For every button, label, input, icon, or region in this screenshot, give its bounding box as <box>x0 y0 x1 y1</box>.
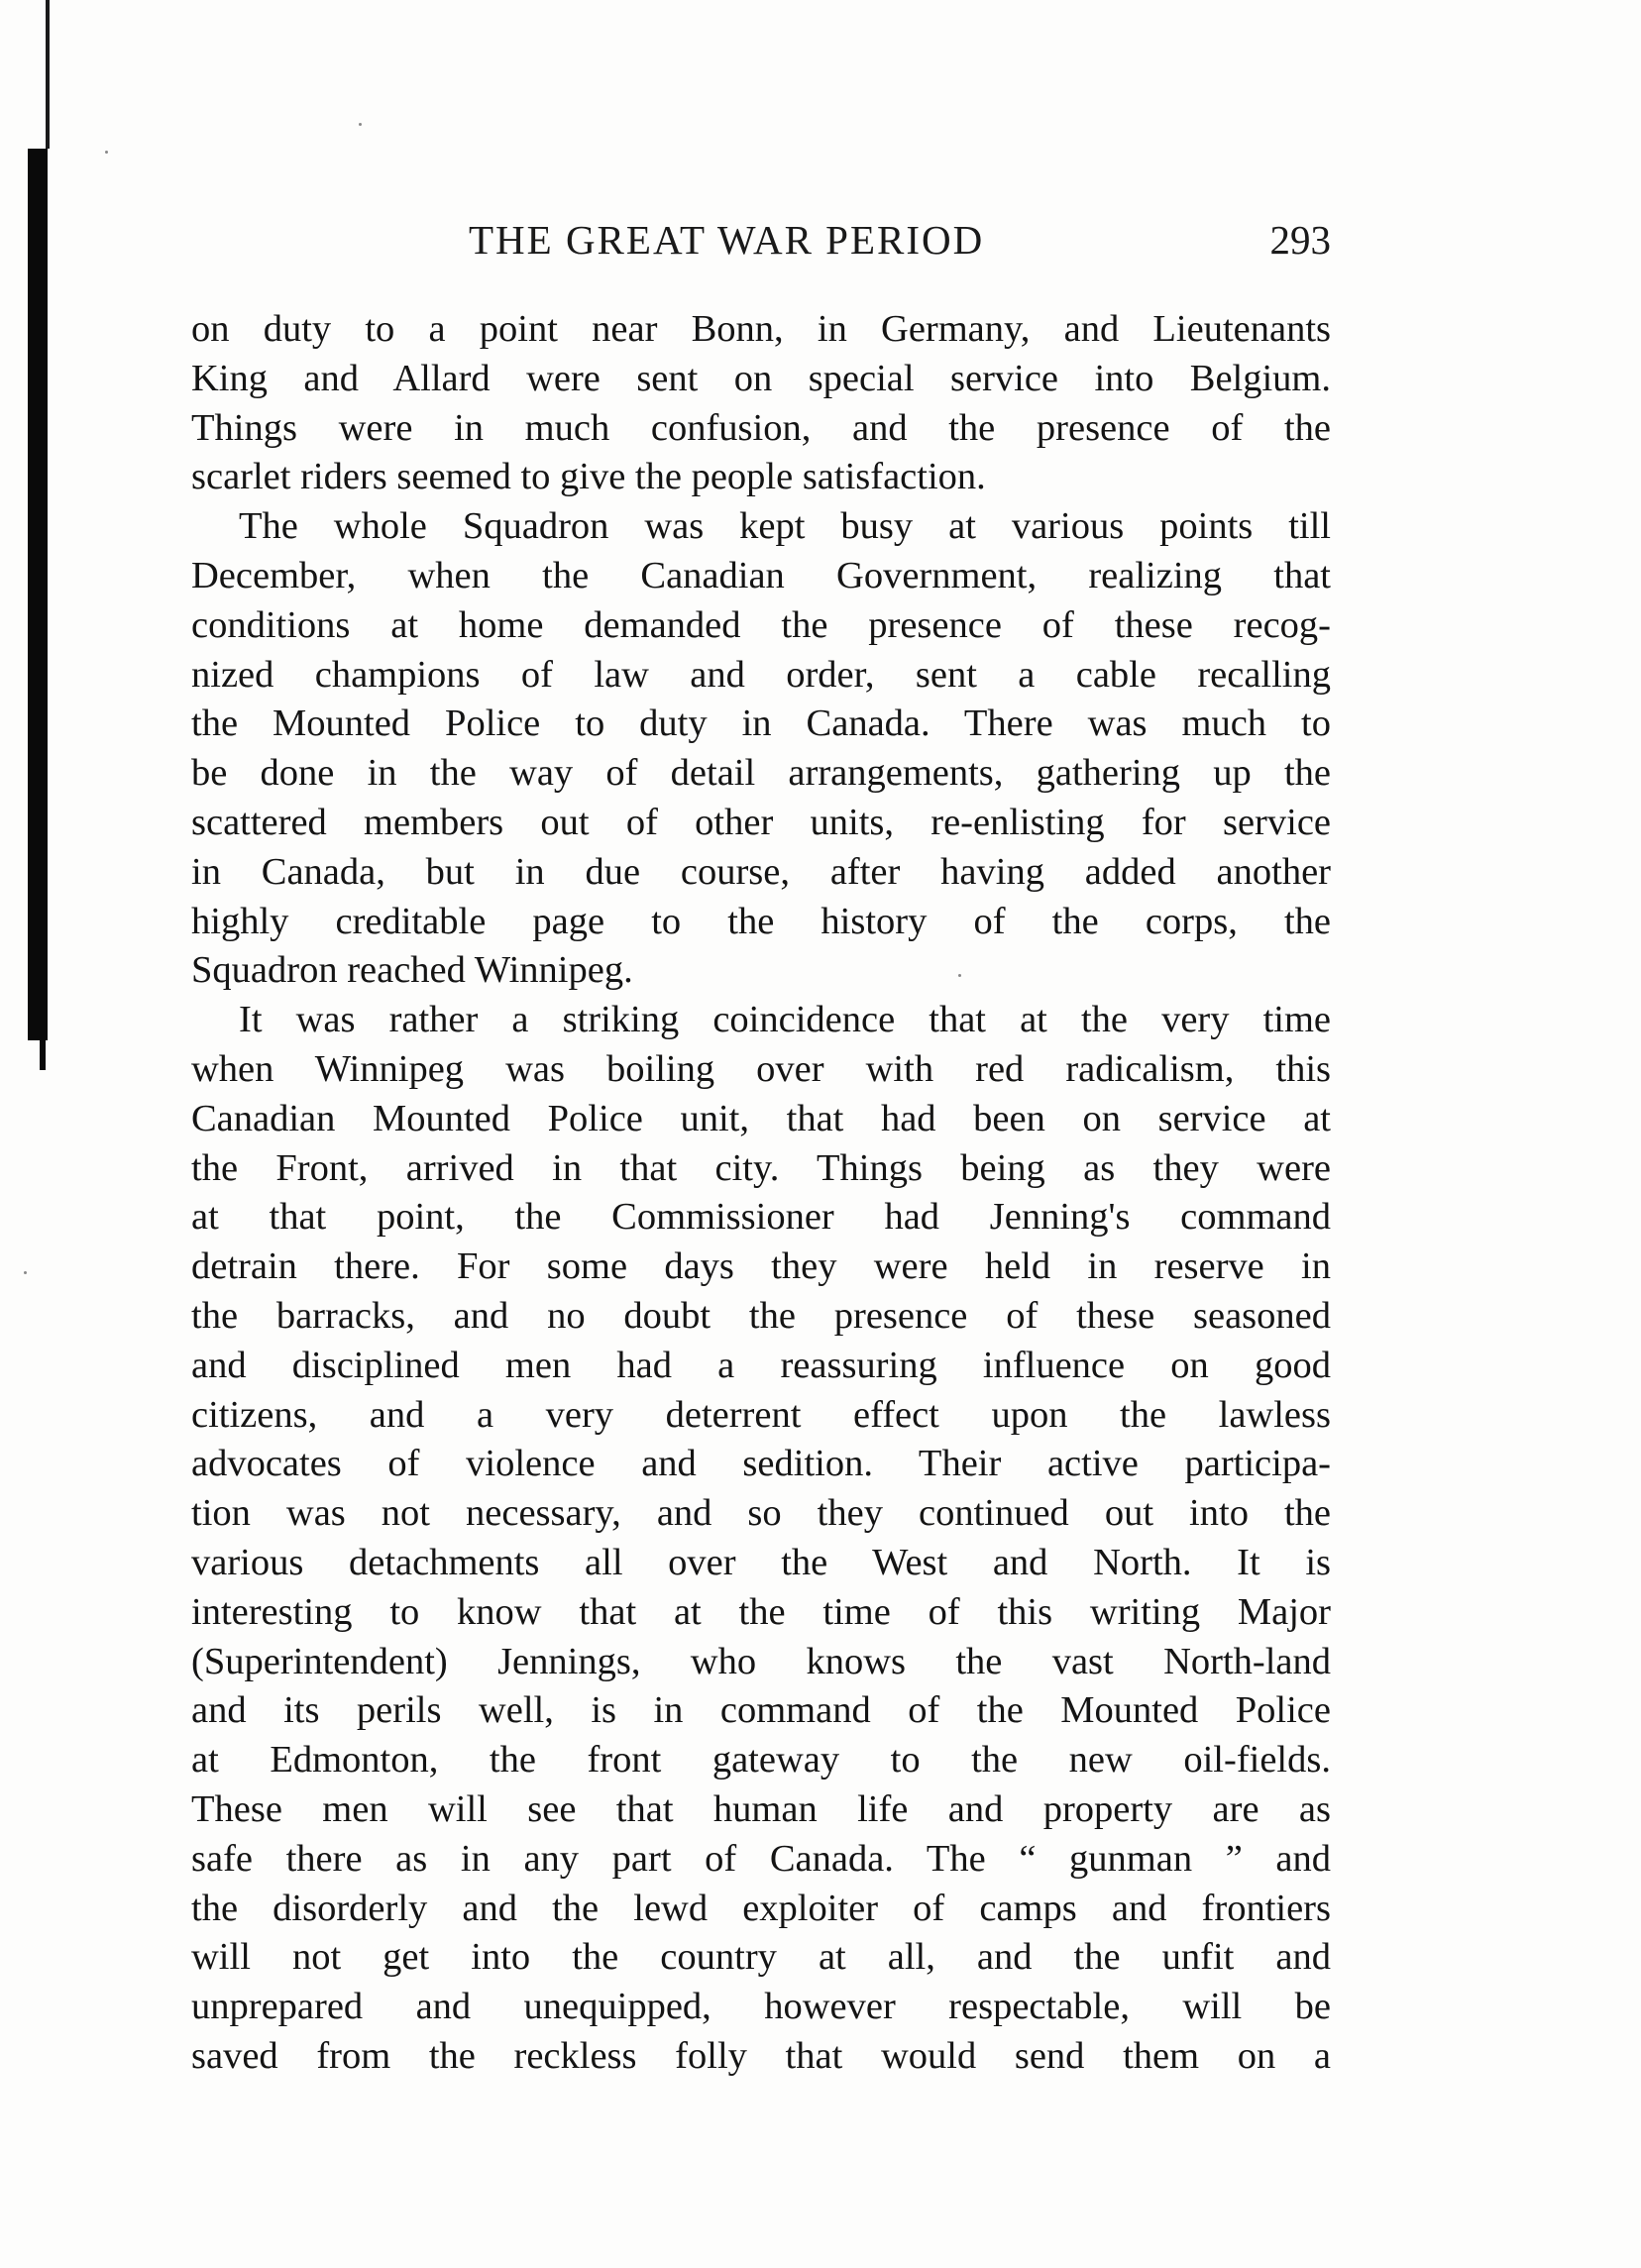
text-line: advocates of violence and sedition. Their active participa- <box>191 1443 1331 1485</box>
text-line: King and Allard were sent on special service into Belgium. <box>191 357 1331 399</box>
text-line: conditions at home demanded the presence of these recog- <box>191 603 1331 646</box>
text-line: at Edmonton, the front gateway to the new oil-fields. <box>191 1739 1331 1782</box>
text-line: in Canada, but in due course, after having added another <box>191 850 1331 893</box>
text-line: Things were in much confusion, and the presence of the <box>191 406 1331 449</box>
body-text <box>191 305 1331 2082</box>
binding-edge-line <box>46 0 50 149</box>
paragraph <box>191 502 1331 996</box>
text-line: citizens, and a very deterrent effect upon the lawless <box>191 1393 1331 1436</box>
paper-speck <box>105 151 108 154</box>
text-line: It was rather a striking coincidence that at the very time <box>239 999 1331 1041</box>
paper-speck <box>24 1271 27 1274</box>
text-line: the disorderly and the lewd exploiter of camps and frontiers <box>191 1887 1331 1929</box>
paper-speck <box>359 123 362 126</box>
text-line: tion was not necessary, and so they continued out into the <box>191 1492 1331 1535</box>
text-line: on duty to a point near Bonn, in Germany, and Lieutenants <box>191 308 1331 350</box>
text-line: scarlet riders seemed to give the people satisfaction. <box>191 456 986 498</box>
text-line: (Superintendent) Jennings, who knows the vast North-land <box>191 1640 1331 1682</box>
text-line: The whole Squadron was kept busy at various points till <box>239 505 1331 548</box>
text-line: interesting to know that at the time of this writing Major <box>191 1590 1331 1633</box>
text-line: the Front, arrived in that city. Things being as they were <box>191 1146 1331 1189</box>
paragraph <box>191 305 1331 502</box>
text-line: safe there as in any part of Canada. The “ gunman ” and <box>191 1837 1331 1880</box>
text-line: detrain there. For some days they were held in reserve in <box>191 1245 1331 1288</box>
text-line: at that point, the Commissioner had Jenning's command <box>191 1196 1331 1239</box>
running-header <box>191 216 1331 275</box>
text-line: Squadron reached Winnipeg. <box>191 949 633 992</box>
paragraph <box>191 996 1331 2082</box>
text-line: These men will see that human life and property are as <box>191 1787 1331 1830</box>
text-line: Canadian Mounted Police unit, that had been on service at <box>191 1097 1331 1139</box>
text-line: various detachments all over the West and North. It is <box>191 1541 1331 1583</box>
running-title: THE GREAT WAR PERIOD <box>469 217 985 263</box>
text-line: unprepared and unequipped, however respectable, will be <box>191 1986 1331 2028</box>
text-line: scattered members out of other units, re-enlisting for service <box>191 801 1331 843</box>
text-line: and disciplined men had a reassuring influence on good <box>191 1344 1331 1386</box>
text-line: December, when the Canadian Government, realizing that <box>191 554 1331 596</box>
text-line: and its perils well, is in command of the Mounted Police <box>191 1689 1331 1732</box>
text-line: will not get into the country at all, and the unfit and <box>191 1936 1331 1979</box>
text-line: when Winnipeg was boiling over with red radicalism, this <box>191 1047 1331 1090</box>
text-line: the Mounted Police to duty in Canada. There was much to <box>191 702 1331 745</box>
text-line: be done in the way of detail arrangements, gathering up the <box>191 752 1331 795</box>
text-line: the barracks, and no doubt the presence of these seasoned <box>191 1294 1331 1337</box>
text-line: highly creditable page to the history of the corps, the <box>191 900 1331 942</box>
binding-shadow <box>28 149 48 1040</box>
binding-shadow-tail <box>40 1040 46 1070</box>
text-line: nized champions of law and order, sent a cable recalling <box>191 653 1331 696</box>
text-line: saved from the reckless folly that would send them on a <box>191 2034 1331 2077</box>
page-number: 293 <box>1269 217 1331 263</box>
